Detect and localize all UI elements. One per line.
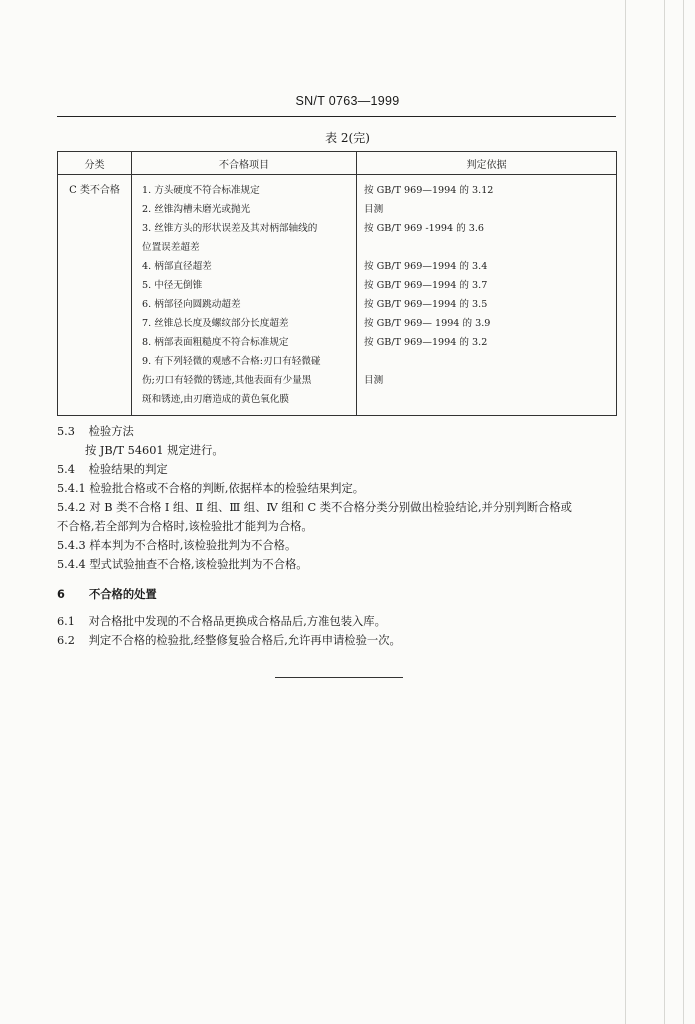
clause-text: 检验批合格或不合格的判断,依据样本的检验结果判定。: [89, 482, 365, 495]
basis-line: 目测: [364, 375, 384, 386]
item-line: 9. 有下列轻微的观感不合格:刃口有轻微碰: [142, 356, 321, 367]
item-line: 5. 中径无倒锥: [142, 280, 203, 291]
item-list: [132, 175, 357, 416]
clause-text: 判定不合格的检验批,经整修复验合格后,允许再申请检验一次。: [88, 634, 401, 647]
basis-line: [364, 238, 616, 257]
item-line: 位置误差超差: [142, 242, 200, 253]
basis-line: 按 GB/T 969—1994 的 3.2: [364, 337, 488, 348]
clause-5-4-2-continued: 不合格,若全部判为合格时,该检验批才能判为合格。: [57, 520, 313, 533]
clause-number: 5.4.1: [57, 482, 86, 495]
item-line: 1. 方头硬度不符合标准规定: [142, 185, 260, 196]
clause-text: 型式试验抽查不合格,该检验批判为不合格。: [89, 558, 308, 571]
header-divider: [57, 116, 616, 117]
item-line: 斑和锈迹,由刃磨造成的黄色氧化膜: [142, 394, 289, 405]
scan-edge-line: [683, 0, 684, 1024]
section-5-3-body: 按 JB/T 54601 规定进行。: [85, 444, 224, 457]
table-header-row: [58, 152, 617, 175]
table-row: [58, 175, 617, 416]
clause-number: 5.4.3: [57, 539, 86, 552]
basis-list: [357, 175, 617, 416]
item-line: 4. 柄部直径超差: [142, 261, 212, 272]
document-number: SN/T 0763—1999: [295, 94, 400, 108]
basis-line: [364, 352, 616, 371]
header-basis: 判定依据: [357, 152, 617, 175]
section-number: 6: [57, 588, 65, 601]
item-line: 6. 柄部径向圆跳动超差: [142, 299, 241, 310]
clause-5-4-1: [57, 480, 627, 498]
clause-number: 5.4.4: [57, 558, 86, 571]
clause-6-1: [57, 613, 627, 631]
basis-line: [364, 390, 616, 409]
section-6-heading: [57, 586, 627, 604]
clause-text: 样本判为不合格时,该检验批判为不合格。: [89, 539, 297, 552]
clause-number: 6.2: [57, 634, 75, 647]
section-title: 不合格的处置: [88, 588, 157, 601]
scan-edge-line: [664, 0, 665, 1024]
clause-text: 对 B 类不合格 Ⅰ 组、Ⅱ 组、Ⅲ 组、Ⅳ 组和 C 类不合格分类分别做出检验结论,并分别判断合格或: [89, 501, 572, 514]
basis-line: 按 GB/T 969—1994 的 3.12: [364, 185, 494, 196]
section-5-3-heading: [57, 423, 627, 441]
basis-line: 按 GB/T 969 -1994 的 3.6: [364, 223, 485, 234]
basis-line: 目测: [364, 204, 384, 215]
item-line: 3. 丝锥方头的形状误差及其对柄部轴线的: [142, 223, 318, 234]
basis-line: 按 GB/T 969—1994 的 3.7: [364, 280, 488, 291]
end-of-document-rule: [275, 677, 403, 678]
clause-5-4-3: [57, 537, 627, 555]
header-category: 分类: [58, 152, 132, 175]
clause-number: 6.1: [57, 615, 75, 628]
clause-6-2: [57, 632, 627, 650]
item-line: 7. 丝锥总长度及螺纹部分长度超差: [142, 318, 289, 329]
clause-number: 5.4.2: [57, 501, 86, 514]
basis-line: 按 GB/T 969—1994 的 3.4: [364, 261, 488, 272]
section-5-4-heading: [57, 461, 627, 479]
item-line: 2. 丝锥沟槽未磨光或抛光: [142, 204, 251, 215]
basis-line: 按 GB/T 969— 1994 的 3.9: [364, 318, 491, 329]
item-line: 伤;刃口有轻微的锈迹,其他表面有少量黑: [142, 375, 312, 386]
clause-text: 对合格批中发现的不合格品更换成合格品后,方准包装入库。: [88, 615, 386, 628]
section-title: 检验方法: [88, 425, 134, 438]
item-line: 8. 柄部表面粗糙度不符合标准规定: [142, 337, 289, 348]
clause-5-4-2: [57, 499, 627, 517]
category-cell: C 类不合格: [58, 175, 132, 416]
clause-5-4-4: [57, 556, 627, 574]
section-number: 5.3: [57, 425, 75, 438]
nonconformity-table: [57, 151, 617, 416]
table-caption: 表 2(完): [325, 131, 370, 145]
basis-line: 按 GB/T 969—1994 的 3.5: [364, 299, 488, 310]
header-item: 不合格项目: [132, 152, 357, 175]
section-number: 5.4: [57, 463, 75, 476]
scan-edge-line: [625, 0, 626, 1024]
section-title: 检验结果的判定: [88, 463, 168, 476]
